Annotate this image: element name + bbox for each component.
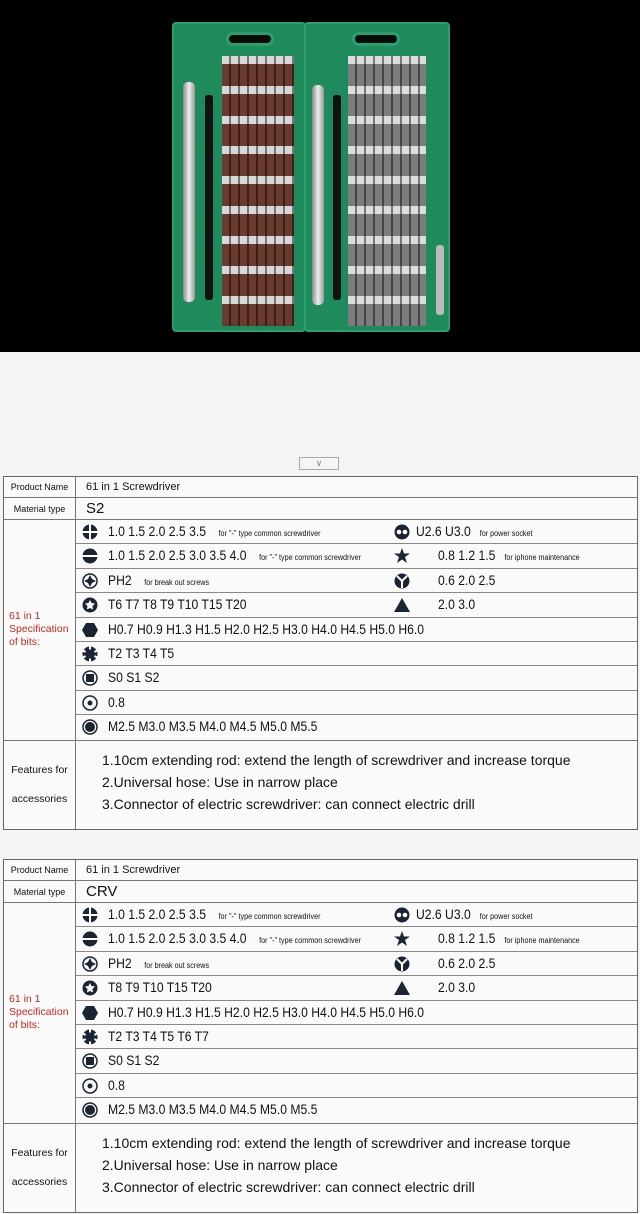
hex-bit-icon xyxy=(82,622,98,638)
screwdriver-handle xyxy=(183,82,195,302)
spec-values: 1.0 1.5 2.0 2.5 3.5 for "-" type common screwdriver xyxy=(108,524,321,539)
hex-bit-icon xyxy=(82,1005,98,1021)
feature-item: 2.Universal hose: Use in narrow place xyxy=(102,1156,338,1173)
spec-row xyxy=(76,593,637,617)
square-bit-icon xyxy=(82,670,98,686)
spec-values-right: 2.0 3.0 xyxy=(438,980,476,996)
spec-values: H0.7 H0.9 H1.3 H1.5 H2.0 H2.5 H3.0 H4.0 H4.5 H5.0 H6.0 xyxy=(108,1004,425,1020)
spec-label: 61 in 1 Specification of bits: xyxy=(4,520,76,740)
feature-item: 2.Universal hose: Use in narrow place xyxy=(102,773,338,790)
feature-item: 3.Connector of electric screwdriver: can connect electric drill xyxy=(102,1178,475,1195)
spec-table xyxy=(3,859,638,1213)
spec-values: H0.7 H0.9 H1.3 H1.5 H2.0 H2.5 H3.0 H4.0 H4.5 H5.0 H6.0 xyxy=(108,621,425,637)
spec-row xyxy=(76,1074,637,1098)
spec-row xyxy=(76,1025,637,1049)
feature-item: 1.10cm extending rod: extend the length of screwdriver and increase torque xyxy=(102,1134,571,1151)
drill-connector xyxy=(436,245,444,315)
spec-label: 61 in 1 Specification of bits: xyxy=(4,903,76,1123)
spec-values: S0 S1 S2 xyxy=(108,670,160,686)
extension-rod xyxy=(205,95,213,300)
spec-row xyxy=(76,1098,637,1122)
spec-values: 1.0 1.5 2.0 2.5 3.5 for "-" type common screwdriver xyxy=(108,907,321,922)
phillips-bit-icon xyxy=(82,907,98,923)
spec-values: 1.0 1.5 2.0 2.5 3.0 3.5 4.0 for "-" type common screwdriver xyxy=(108,548,362,564)
u-bit-icon xyxy=(394,907,410,923)
spec-row xyxy=(76,666,637,690)
product-name-label: Product Name xyxy=(4,477,76,497)
material-type-value: S2 xyxy=(86,500,105,517)
torx-security-bit-icon xyxy=(82,597,98,613)
pin-bit-icon xyxy=(82,695,98,711)
spec-values: T8 T9 T10 T15 T20 xyxy=(108,980,212,996)
spec-values-right: 0.6 2.0 2.5 xyxy=(438,572,496,588)
material-type-value: CRV xyxy=(86,883,118,900)
product-name-value: 61 in 1 Screwdriver xyxy=(86,481,181,493)
socket-bit-icon xyxy=(82,719,98,735)
spec-values: T2 T3 T4 T5 xyxy=(108,645,175,661)
case-handle xyxy=(226,32,274,46)
torx-bit-icon xyxy=(82,1029,98,1045)
spec-values: M2.5 M3.0 M3.5 M4.0 M4.5 M5.0 M5.5 xyxy=(108,1102,318,1118)
spec-values: 1.0 1.5 2.0 2.5 3.0 3.5 4.0 for "-" type common screwdriver xyxy=(108,931,362,947)
product-name-value: 61 in 1 Screwdriver xyxy=(86,864,181,876)
torx-bit-icon xyxy=(82,646,98,662)
spec-values-right: U2.6 U3.0 for power socket xyxy=(416,907,533,922)
spec-values: 0.8 xyxy=(108,1077,125,1093)
spec-values: T6 T7 T8 T9 T10 T15 T20 xyxy=(108,597,247,613)
torx-security-bit-icon xyxy=(82,980,98,996)
feature-item: 1.10cm extending rod: extend the length of screwdriver and increase torque xyxy=(102,751,571,768)
triwing-bit-icon xyxy=(394,980,410,996)
spec-row xyxy=(76,520,637,544)
material-type-label: Material type xyxy=(4,881,76,902)
spec-row xyxy=(76,569,637,593)
spec-row xyxy=(76,927,637,951)
material-type-label: Material type xyxy=(4,498,76,519)
spec-row xyxy=(76,544,637,568)
spec-values: M2.5 M3.0 M3.5 M4.0 M4.5 M5.0 M5.5 xyxy=(108,719,318,735)
product-name-label: Product Name xyxy=(4,860,76,880)
spec-values-right: 0.8 1.2 1.5 for iphone maintenance xyxy=(438,548,580,564)
ph-bit-icon xyxy=(82,956,98,972)
pentalobe-bit-icon xyxy=(394,548,410,564)
product-photo xyxy=(0,0,640,352)
case-handle xyxy=(352,32,400,46)
extension-rod xyxy=(333,95,341,300)
spec-values-right: 0.6 2.0 2.5 xyxy=(438,955,496,971)
slotted-bit-icon xyxy=(82,548,98,564)
spec-table xyxy=(3,476,638,830)
spec-values: 0.8 xyxy=(108,694,125,710)
u-bit-icon xyxy=(394,524,410,540)
spec-row xyxy=(76,642,637,666)
spec-row xyxy=(76,903,637,927)
chevron-down-icon: ∨ xyxy=(299,457,339,470)
spec-values-right: 0.8 1.2 1.5 for iphone maintenance xyxy=(438,931,580,947)
spec-values: PH2 for break out screws xyxy=(108,572,210,588)
bit-rack xyxy=(222,56,294,326)
spec-row xyxy=(76,715,637,739)
ph-bit-icon xyxy=(82,573,98,589)
spec-row xyxy=(76,1001,637,1025)
features-label: Features for accessories xyxy=(4,1124,76,1212)
spec-values: T2 T3 T4 T5 T6 T7 xyxy=(108,1028,209,1044)
spec-values: S0 S1 S2 xyxy=(108,1053,160,1069)
spec-values-right: U2.6 U3.0 for power socket xyxy=(416,524,533,539)
spec-values-right: 2.0 3.0 xyxy=(438,597,476,613)
triwing-bit-icon xyxy=(394,597,410,613)
phillips-bit-icon xyxy=(82,524,98,540)
slotted-bit-icon xyxy=(82,931,98,947)
spec-row xyxy=(76,952,637,976)
feature-item: 3.Connector of electric screwdriver: can connect electric drill xyxy=(102,795,475,812)
bit-rack xyxy=(348,56,426,326)
spec-values: PH2 for break out screws xyxy=(108,955,210,971)
spec-row xyxy=(76,618,637,642)
spec-row xyxy=(76,976,637,1000)
features-label: Features for accessories xyxy=(4,741,76,829)
pin-bit-icon xyxy=(82,1078,98,1094)
spec-row xyxy=(76,691,637,715)
y-bit-icon xyxy=(394,956,410,972)
socket-bit-icon xyxy=(82,1102,98,1118)
spec-row xyxy=(76,1049,637,1073)
y-bit-icon xyxy=(394,573,410,589)
pentalobe-bit-icon xyxy=(394,931,410,947)
square-bit-icon xyxy=(82,1053,98,1069)
screwdriver-handle xyxy=(312,85,324,305)
